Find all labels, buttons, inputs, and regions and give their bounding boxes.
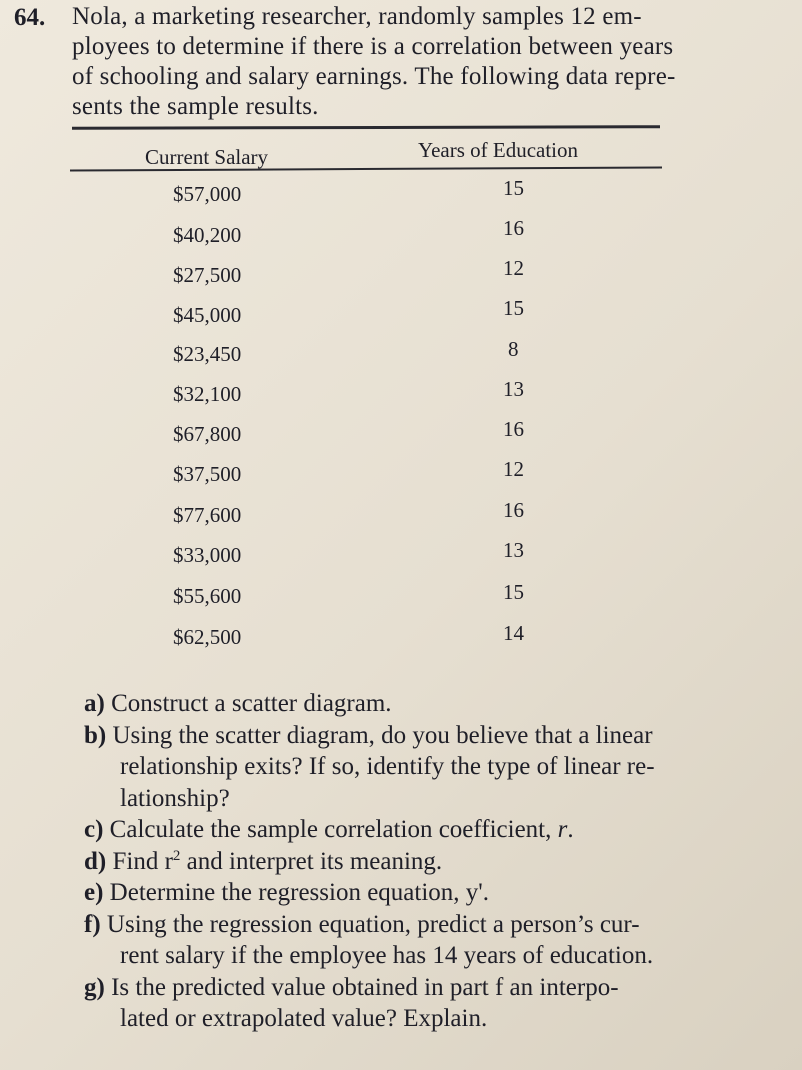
variable-r: r bbox=[557, 816, 568, 843]
years-cell: 14 bbox=[503, 621, 524, 645]
intro-line: ployees to determine if there is a correlation between years bbox=[72, 33, 674, 60]
table-top-rule bbox=[72, 125, 660, 130]
question-e bbox=[84, 877, 784, 909]
column-header-salary: Current Salary bbox=[145, 145, 269, 169]
question-label: g) bbox=[84, 973, 105, 1001]
question-text: Find r bbox=[112, 847, 173, 875]
question-text: Is the predicted value obtained in part f an interpo- bbox=[111, 973, 619, 1001]
intro-line: sents the sample results. bbox=[72, 93, 319, 120]
question-text: lationship? bbox=[120, 784, 230, 812]
salary-cell: $40,200 bbox=[173, 223, 242, 247]
superscript: 2 bbox=[172, 847, 181, 864]
salary-cell: $62,500 bbox=[173, 625, 242, 649]
years-cell: 13 bbox=[503, 538, 524, 562]
question-text: lated or extrapolated value? Explain. bbox=[120, 1005, 488, 1032]
question-label: c) bbox=[84, 816, 104, 843]
question-label: e) bbox=[84, 879, 104, 906]
question-text: rent salary if the employee has 14 years of education. bbox=[120, 942, 654, 969]
problem-number: 64. bbox=[14, 4, 46, 31]
question-list bbox=[84, 688, 784, 1035]
question-c bbox=[84, 814, 784, 846]
question-f bbox=[84, 909, 784, 972]
salary-cell: $45,000 bbox=[173, 303, 242, 327]
years-cell: 16 bbox=[503, 417, 524, 441]
question-text: Using the regression equation, predict a person’s cur- bbox=[106, 910, 640, 938]
years-cell: 13 bbox=[503, 377, 524, 401]
salary-cell: $67,800 bbox=[173, 422, 242, 446]
question-b bbox=[84, 720, 784, 815]
years-cell: 12 bbox=[503, 457, 524, 481]
salary-cell: $77,600 bbox=[173, 503, 242, 527]
question-text: relationship exits? If so, identify the type of linear re- bbox=[120, 753, 655, 780]
question-label: f) bbox=[84, 910, 101, 938]
salary-cell: $57,000 bbox=[173, 182, 242, 206]
question-text: . bbox=[567, 816, 574, 843]
salary-cell: $33,000 bbox=[173, 543, 242, 567]
salary-cell: $23,450 bbox=[173, 342, 242, 366]
years-cell: 12 bbox=[503, 256, 524, 280]
question-g bbox=[84, 972, 784, 1035]
question-text: Determine the regression equation, y'. bbox=[109, 879, 490, 906]
years-cell: 8 bbox=[508, 337, 519, 361]
years-cell: 15 bbox=[503, 296, 524, 320]
problem-intro bbox=[72, 2, 732, 122]
years-cell: 15 bbox=[503, 580, 524, 604]
intro-line: of schooling and salary earnings. The following data repre- bbox=[72, 63, 676, 90]
question-label: d) bbox=[84, 847, 107, 875]
salary-cell: $32,100 bbox=[173, 382, 242, 406]
question-text: Calculate the sample correlation coefficient, bbox=[109, 816, 558, 843]
intro-line: Nola, a marketing researcher, randomly samples 12 em- bbox=[72, 3, 642, 30]
question-text: and interpret its meaning. bbox=[180, 847, 443, 875]
question-text: Construct a scatter diagram. bbox=[111, 690, 392, 717]
column-header-years: Years of Education bbox=[418, 138, 579, 162]
salary-cell: $55,600 bbox=[173, 584, 242, 608]
question-label: a) bbox=[84, 690, 105, 717]
question-label: b) bbox=[84, 721, 107, 749]
question-text: Using the scatter diagram, do you believe that a linear bbox=[112, 721, 653, 749]
question-d bbox=[84, 846, 784, 878]
years-cell: 16 bbox=[503, 498, 524, 522]
question-a bbox=[84, 688, 784, 720]
years-cell: 15 bbox=[503, 176, 524, 200]
salary-cell: $27,500 bbox=[173, 263, 242, 287]
years-cell: 16 bbox=[503, 216, 524, 240]
salary-cell: $37,500 bbox=[173, 462, 242, 486]
